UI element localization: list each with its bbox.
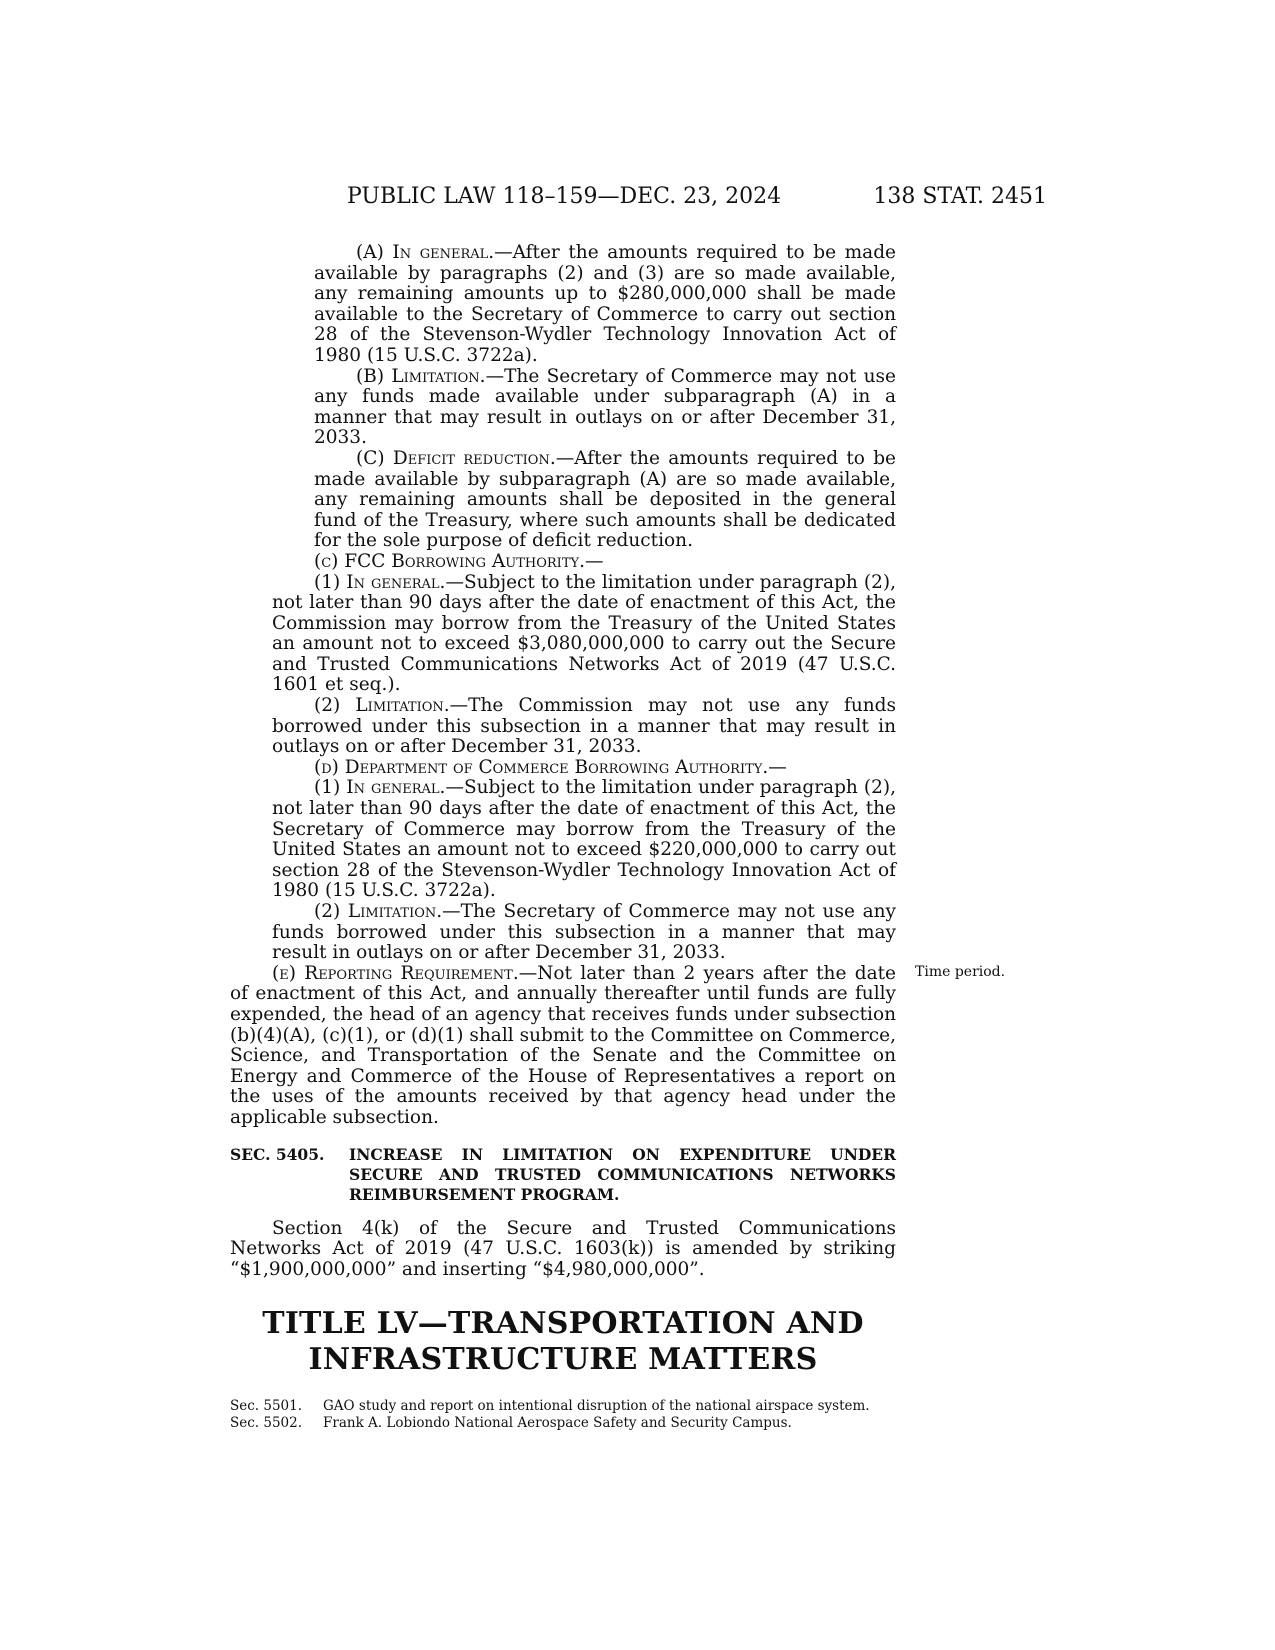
subsection-e xyxy=(230,964,896,1129)
paragraph-d2-label: (2) Limitation. xyxy=(314,901,443,922)
toc-section-number: Sec. 5502. xyxy=(230,1415,303,1432)
paragraph-d2-text: —The Secretary of Commerce may not use any funds borrowed under this subsection in a manner that may result in outlays on or after December 31, 2033. xyxy=(272,901,896,964)
margin-note-time-period: Time period. xyxy=(915,964,1006,980)
paragraph-d1-text: —Subject to the limitation under paragraph (2), not later than 90 days after the date of enactment of this Act, the Secretary of Commerce may borrow from the Treasury of the United States an amount not to exceed $220,000,000 to carry out section 28 of the Stevenson-Wydler Technology Innovation Act of 1980 (15 U.S.C. 3722a). xyxy=(272,777,896,902)
subparagraph-c xyxy=(230,449,896,552)
document-body xyxy=(230,243,896,1432)
paragraph-d2 xyxy=(230,902,896,964)
paragraph-c2-label: (2) Limitation. xyxy=(314,695,450,717)
subsection-c-heading xyxy=(230,552,896,573)
paragraph-d1 xyxy=(230,778,896,902)
paragraph-c2-text: —The Commission may not use any funds borrowed under this subsection in a manner that may result in outlays on or after December 31, 2033. xyxy=(272,695,897,758)
header-stat-page: 138 STAT. 2451 xyxy=(873,184,1047,209)
running-header xyxy=(347,184,1047,214)
subparagraph-c-label: (C) Deficit reduction. xyxy=(356,447,556,469)
subparagraph-b xyxy=(230,367,896,449)
subsection-d-heading xyxy=(230,758,896,779)
subparagraph-b-text: —The Secretary of Commerce may not use any funds made available under subparagraph (A) in a manner that may result in outlays on or after December 31, 2033. xyxy=(314,365,897,449)
paragraph-c1-text: —Subject to the limitation under paragraph (2), not later than 90 days after the date of enactment of this Act, the Commission may borrow from the Treasury of the United States an amount not to exceed $3,080,000,000 to carry out the Secure and Trusted Communications Networks Act of 2019 (47 U.S.C. 1601 et seq.). xyxy=(272,571,896,696)
subsection-c-label: (c) FCC Borrowing Authority. xyxy=(314,550,585,572)
subparagraph-c-text: —After the amounts required to be made available by subparagraph (A) are so made available, any remaining amounts shall be deposited in the general fund of the Treasury, where such amounts shall be dedicated for the sole purpose of deficit reduction. xyxy=(314,447,896,552)
title-line-1: TITLE LV—TRANSPORTATION AND xyxy=(262,1306,864,1342)
table-of-contents xyxy=(230,1398,896,1431)
paragraph-d1-label: (1) In general. xyxy=(314,777,446,799)
toc-section-number: Sec. 5501. xyxy=(230,1398,303,1415)
subsection-e-label: (e) Reporting Requirement. xyxy=(272,962,519,984)
header-public-law: PUBLIC LAW 118–159—DEC. 23, 2024 xyxy=(347,184,782,209)
subparagraph-a-text: —After the amounts required to be made available by paragraphs (2) and (3) are so made available, any remaining amounts up to $280,000,000 shall be made available to the Secretary of Commerce to carry out section 28 of the Stevenson-Wydler Technology Innovation Act of 1980 (15 U.S.C. 3722a). xyxy=(314,242,897,366)
section-5405-heading xyxy=(230,1145,896,1205)
subsection-c-dash: — xyxy=(584,550,604,572)
toc-row xyxy=(230,1415,896,1431)
subparagraph-b-label: (B) Limitation. xyxy=(356,365,486,387)
subsection-d-dash: — xyxy=(768,756,787,778)
paragraph-c2 xyxy=(230,696,896,758)
title-line-2: INFRASTRUCTURE MATTERS xyxy=(308,1342,818,1378)
paragraph-c1 xyxy=(230,573,896,697)
section-5405-text: Section 4(k) of the Secure and Trusted Communications Networks Act of 2019 (47 U.S.C. 1603(k)) is amended by striking “$1,900,000,000” and inserting “$4,980,000,000”. xyxy=(230,1217,896,1280)
section-number: SEC. 5405. xyxy=(230,1144,325,1164)
subparagraph-a xyxy=(230,243,896,367)
toc-row xyxy=(230,1398,896,1414)
subsection-d-label: (d) Department of Commerce Borrowing Authority. xyxy=(314,756,769,778)
subsection-e-text: —Not later than 2 years after the date of enactment of this Act, and annually thereafter until funds are fully expended, the head of an agency that receives funds under subsection (b)(4)(A), (c)(1), or (d)(1) shall submit to the Committee on Commerce, Science, and Transportation of the Senate and the Committee on Energy and Commerce of the House of Representatives a report on the uses of the amounts received by that agency head under the applicable subsection. xyxy=(230,962,896,1128)
toc-section-title: Frank A. Lobiondo National Aerospace Safety and Security Campus. xyxy=(323,1415,792,1432)
paragraph-c1-label: (1) In general. xyxy=(314,571,446,593)
section-heading-text: INCREASE IN LIMITATION ON EXPENDITURE UNDER SECURE AND TRUSTED COMMUNICATIONS NETWORKS REIMBURSEMENT PROGRAM. xyxy=(349,1144,896,1204)
toc-section-title: GAO study and report on intentional disruption of the national airspace system. xyxy=(323,1398,870,1415)
subparagraph-a-label: (A) In general. xyxy=(356,242,495,263)
title-heading xyxy=(230,1306,896,1378)
